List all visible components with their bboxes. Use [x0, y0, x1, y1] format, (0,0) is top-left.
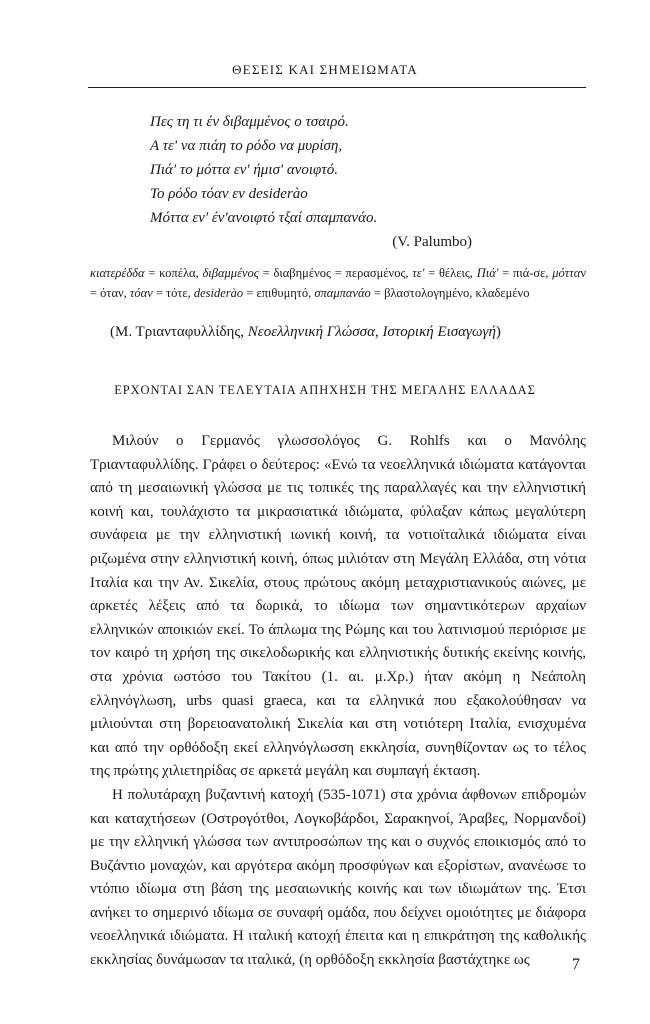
- section-title: ΕΡΧΟΝΤΑΙ ΣΑΝ ΤΕΛΕΥΤΑΙΑ ΑΠΗΧΗΣΗ ΤΗΣ ΜΕΓΑΛΗΣ ΕΛΛΑΔΑΣ: [114, 383, 536, 397]
- gloss-meaning: ν = όταν,: [90, 266, 586, 300]
- glossary: [90, 263, 586, 303]
- poem-author: (V. Palumbo): [392, 234, 472, 250]
- poem-line: Α τε' να πιάη το ρόδο να μυρίση,: [150, 138, 343, 154]
- poem-line: Το ρόδο τόαν εν desiderào: [150, 186, 308, 202]
- gloss-word: desiderào: [193, 286, 244, 300]
- gloss-meaning: = κοπέλα,: [144, 266, 203, 280]
- source-citation: [110, 324, 580, 341]
- body-text: [90, 430, 586, 973]
- paragraph: Η πολυτάραχη βυζαντινή κατοχή (535-1071) στα χρόνια άφθονων επιδρομών και καταχτήσεων (Οστρογότθοι, Λογκοβάρδοι, Σαρακηνοί, Άραβες, Νορμανδοί) με την ελληνική γλώσσα των αντιπροσώπων της και ο συχνός εποικισμός από το Βυζάντιο μοναχών, και αργότερα ακόμη προσφύγων και εξορίστων, ανανέωσε το ντόπιο ιδίωμα στη βάση της μεσαιωνικής κοινής και των ιδιωμάτων της. Έτσι ανήκει το σημερινό ιδίωμα σε συναφή ομάδα, που δείχνει ομοιότητες με διάφορα νεοελληνικά ιδιώματα. Η ιταλική κατοχή έπειτα και η επικράτηση της καθολικής εκκλησίας δυνάμωσαν τα ιταλικά, (η ορθόδοξη εκκλησία βαστάχτηκε ως: [90, 786, 586, 969]
- header-rule: [88, 87, 586, 88]
- page-number: 7: [572, 956, 580, 973]
- gloss-word: μόττα: [552, 266, 581, 280]
- gloss-meaning: = τότε,: [152, 286, 194, 300]
- gloss-word: σπαμπανάο: [314, 286, 371, 300]
- poem-line: Μόττα εν' έν'ανοιφτό τξαί σπαμπανάο.: [150, 210, 378, 226]
- poem-block: [150, 110, 480, 254]
- gloss-meaning: = διαβημένος = περασμένος,: [258, 266, 413, 280]
- gloss-word: Πιά': [476, 266, 499, 280]
- gloss-word: κιατερέδδα: [90, 266, 145, 280]
- poem-line: Πιά' το μόττα εν' ήμισ' ανοιφτό.: [150, 162, 338, 178]
- running-header: ΘΕΣΕΙΣ ΚΑΙ ΣΗΜΕΙΩΜΑΤΑ: [232, 62, 418, 77]
- source-work: Νεοελληνική Γλώσσα, Ιστορική Εισαγωγή: [247, 324, 496, 340]
- gloss-meaning: = πιά-σε,: [498, 266, 553, 280]
- paragraph: Μιλούν ο Γερμανός γλωσσολόγος G. Rohlfs και ο Μανόλης Τριανταφυλλίδης. Γράφει ο δεύτερος: «Ενώ τα νεοελληνικά ιδιώματα κατάγονται από τη μεσαιωνική γλώσσα με τις τοπικές της παραλλαγές και την ελληνιστική κοινή και, τουλάχιστο τα μικρασιατικά ιδιώματα, φύλαξαν κάπως μεγαλύτερη συνάφεια με την ελληνιστική ιωνική κοινή, τα νοτιοϊταλικά ιδιώματα είναι ριζωμένα στην ελληνιστική κοινή, όπως μιλιόταν στη Μεγάλη Ελλάδα, στη νότια Ιταλία και την Αν. Σικελία, στους πρώτους ακόμη μεταχριστιανικούς αιώνες, με αρκετές λέξεις από τα δωρικά, το ιδίωμα των σημαντικότερων αρχαίων ελληνικών αποικιών εκεί. Το άπλωμα της Ρώμης και του λατινισμού περιόρισε με τον καιρό τη χρήση της σικελοδωρικής και ελληνιστικής δυτικής εκείνης κοινής, στα χρόνια ωστόσο του Τακίτου (1. αι. μ.Χρ.) ήταν ακόμη η Νεάπολη ελληνόγλωση, urbs quasi graeca, και τα ελληνικά που εξακολούθησαν να μιλιούνται στη βορειοανατολική Σικελία και στη νοτιότερη Ιταλία, ενισχυμένα και από την ορθόδοξη εκεί ελληνόγλωσση εκκλησία, συνηθίζονταν ως το τέλος της πρώτης χιλιετηρίδας σε αρκετά μεγάλη και συμπαγή έκταση.: [90, 433, 586, 780]
- gloss-word: διβαμμένος: [202, 266, 259, 280]
- source-close: ): [495, 324, 501, 340]
- source-open: (Μ. Τριανταφυλλίδης,: [110, 324, 248, 340]
- gloss-word: τε': [412, 266, 425, 280]
- gloss-meaning: = θέλεις,: [424, 266, 477, 280]
- gloss-meaning: = επιθυμητό,: [243, 286, 315, 300]
- gloss-meaning: = βλαστολογημένο, κλαδεμένο: [370, 286, 530, 300]
- gloss-word: τόαν: [129, 286, 153, 300]
- poem-line: Πες τη τι έν διβαμμένος ο τσαιρό.: [150, 114, 349, 130]
